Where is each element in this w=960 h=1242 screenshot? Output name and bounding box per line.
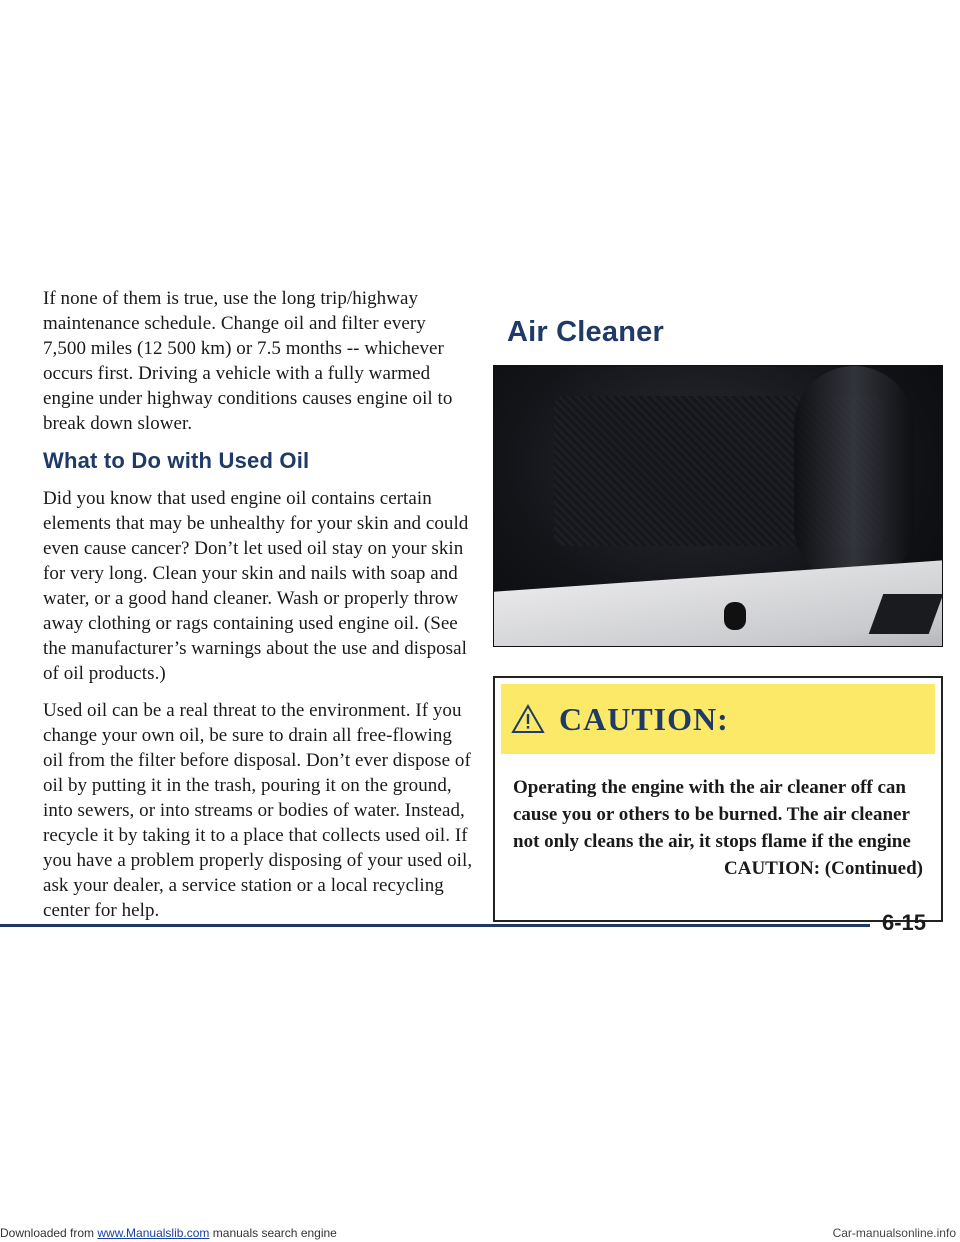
caution-continued: CAUTION: (Continued) <box>724 858 923 879</box>
download-watermark: Downloaded from www.Manualslib.com manuals search engine <box>0 1226 337 1240</box>
caution-header <box>501 684 935 754</box>
right-column <box>493 286 943 367</box>
footer-rule <box>0 924 870 927</box>
section-heading-used-oil: What to Do with Used Oil <box>43 448 310 473</box>
paragraph-used-oil-environment: Used oil can be a real threat to the environment. If you change your own oil, be sure to drain all free-flowing oil from the filter before disposal. Don’t ever dispose of oil by putting it in the trash, pouring it on the ground, into sewers, or into streams or bodies of water. Instead, recycle it by taking it to a place that collects used oil. If you have a problem properly disposing of your used oil, ask your dealer, a service station or a local recycling center for help. <box>43 700 473 921</box>
caution-box <box>493 676 943 922</box>
engine-air-cleaner-photo <box>493 365 943 647</box>
section-heading-air-cleaner: Air Cleaner <box>507 316 664 348</box>
paragraph-oil-schedule: If none of them is true, use the long trip/highway maintenance schedule. Change oil and filter every 7,500 miles (12 500 km) or 7.5 months -- whichever occurs first. Driving a vehicle with a fully warmed engine under highway conditions causes engine oil to break down slower. <box>43 288 453 434</box>
site-watermark: Car-manualsonline.info <box>832 1226 956 1240</box>
warning-triangle-icon <box>511 703 545 735</box>
caution-text: Operating the engine with the air cleaner off can cause you or others to be burned. The air cleaner not only cleans the air, it stops flame if the engine <box>513 777 911 852</box>
manualslib-link[interactable]: www.Manualslib.com <box>97 1226 210 1240</box>
page-number: 6-15 <box>882 910 927 935</box>
left-column <box>43 286 473 935</box>
caution-title: CAUTION: <box>559 700 729 737</box>
paragraph-used-oil-health: Did you know that used engine oil contains certain elements that may be unhealthy for your skin and could even cause cancer? Don’t let used oil stay on your skin for very long. Clean your skin and nails with soap and water, or a good hand cleaner. Wash or properly throw away clothing or rags containing used engine oil. (See the manufacturer’s warnings about the use and disposal of oil products.) <box>43 488 469 684</box>
